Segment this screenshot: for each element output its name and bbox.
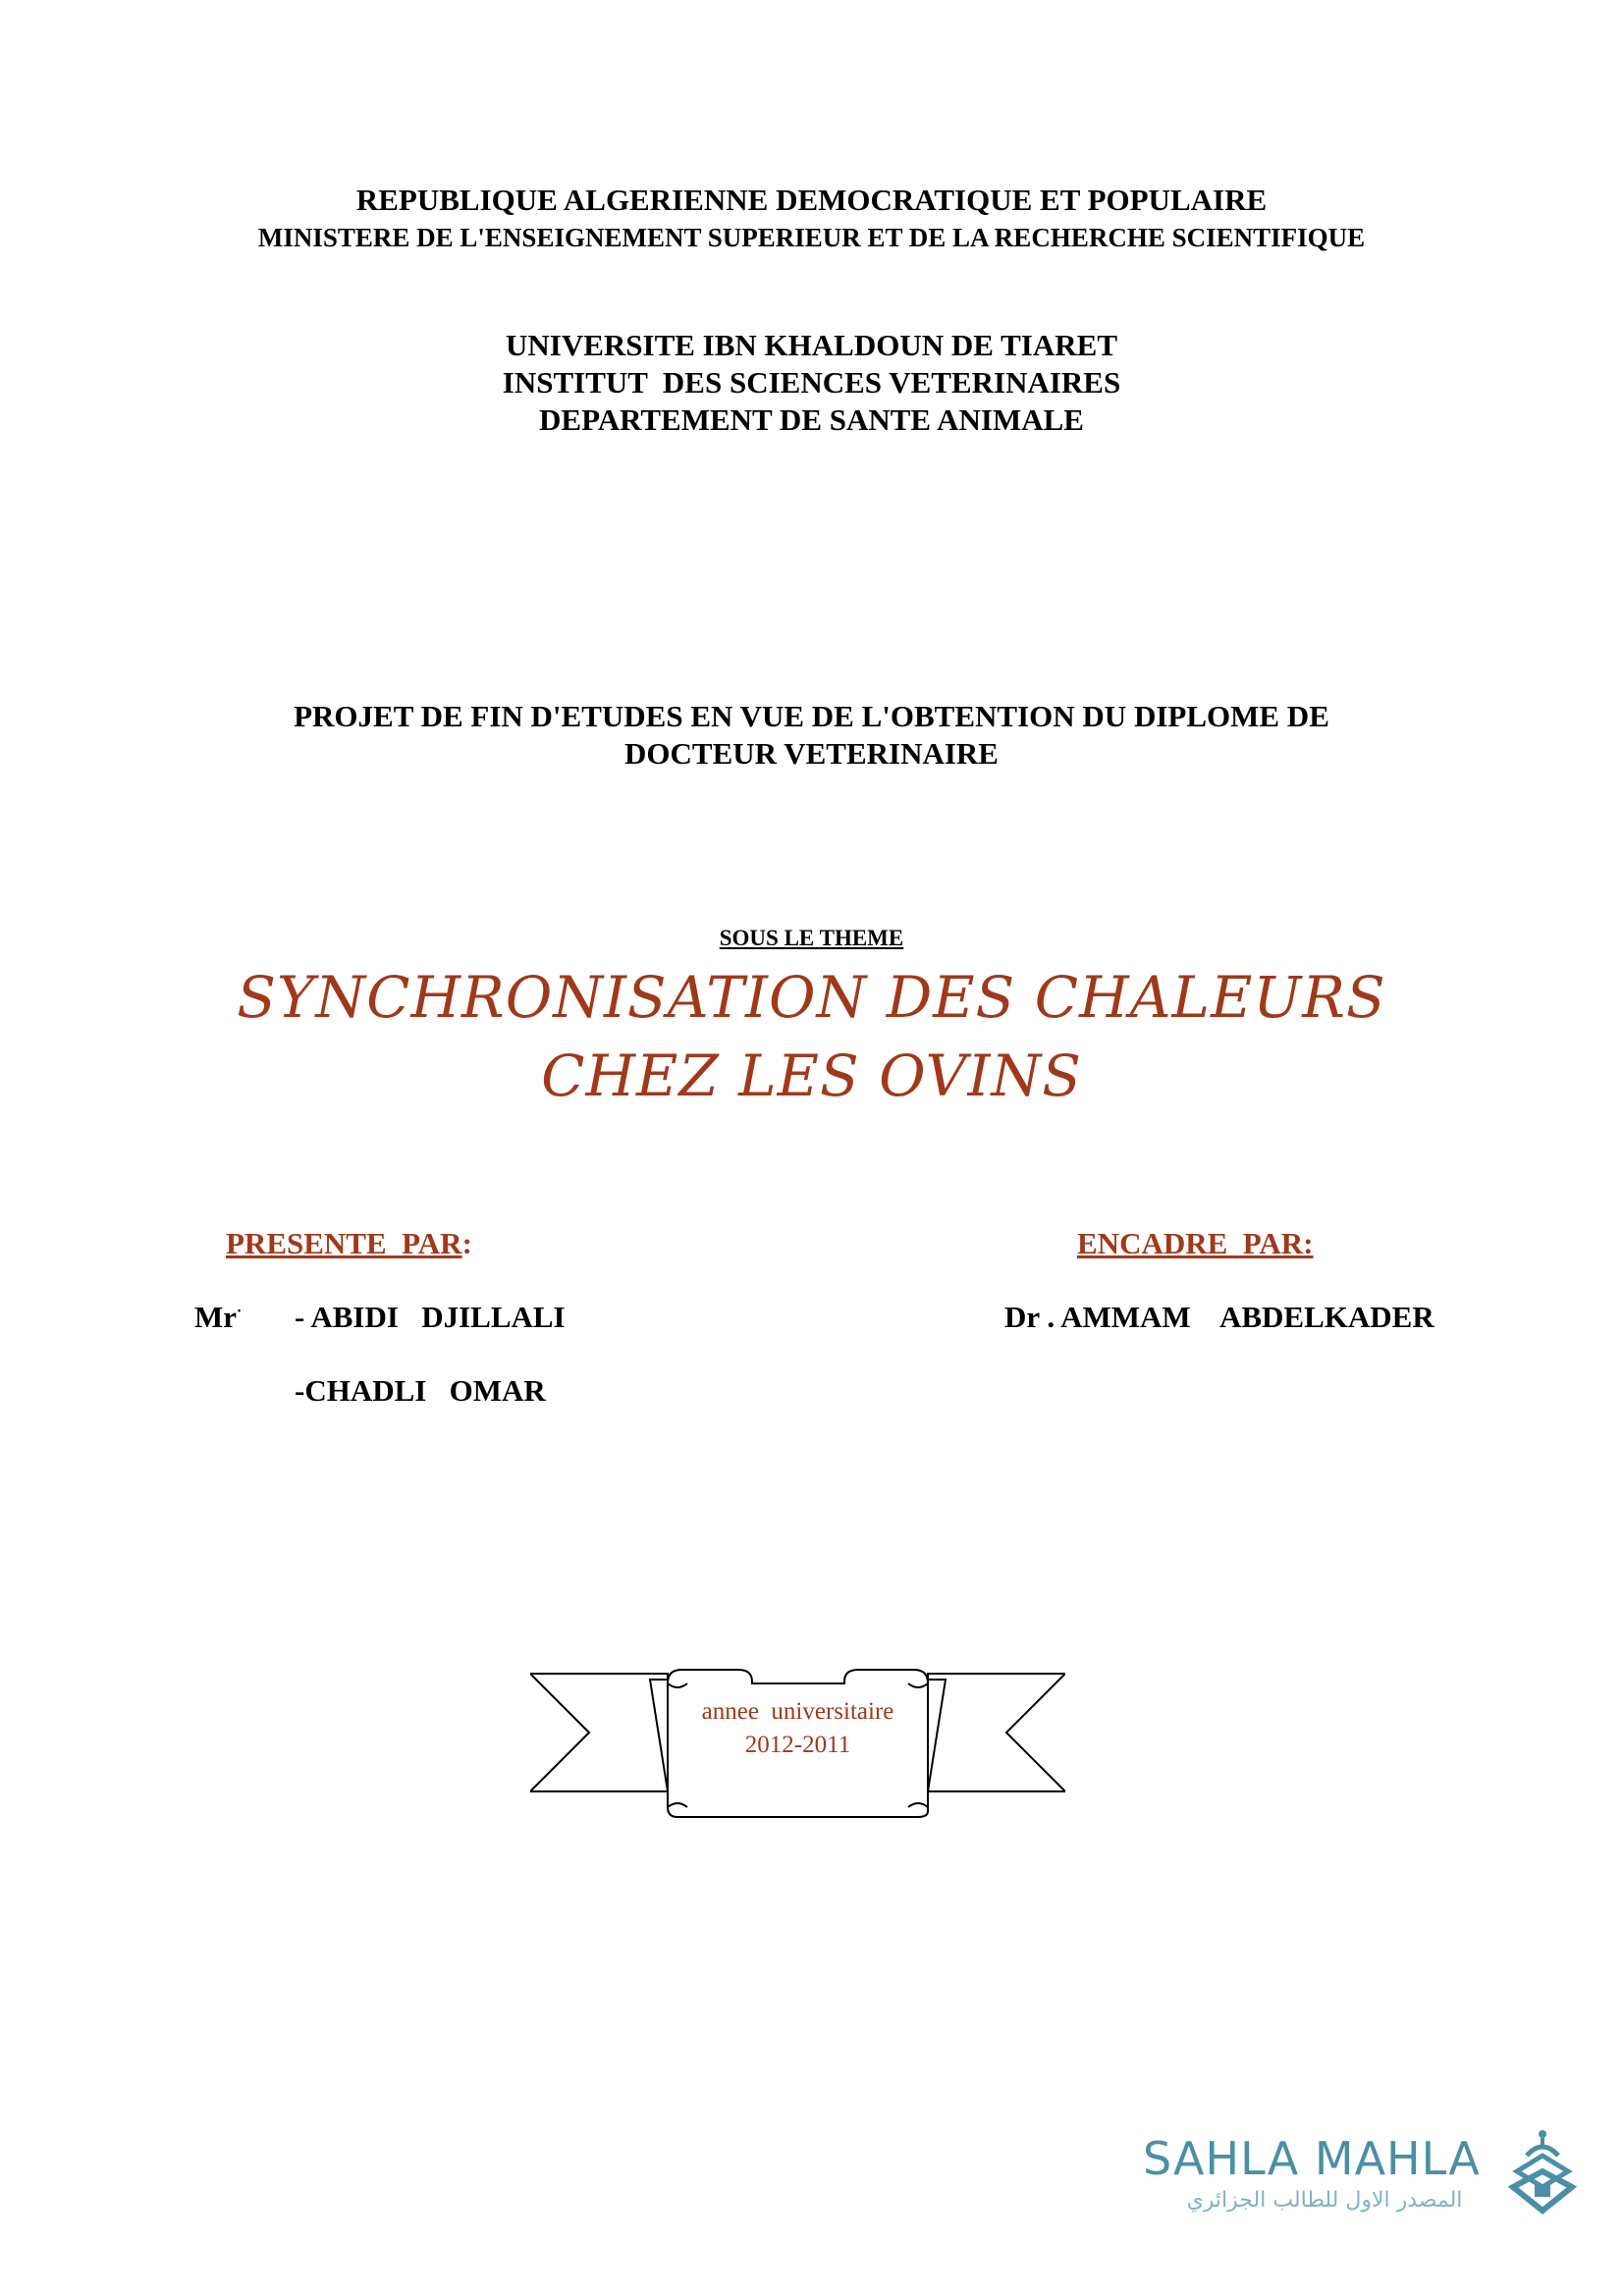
republic-heading: REPUBLIQUE ALGERIENNE DEMOCRATIQUE ET POPULAIRE — [355, 183, 1268, 217]
watermark-logo-tagline: المصدر الاول للطالب الجزائري — [1186, 2188, 1463, 2213]
supervised-by-label: ENCADRE PAR: — [1077, 1226, 1314, 1260]
student-name-2: -CHADLI OMAR — [295, 1373, 546, 1408]
thesis-title-line-1: SYNCHRONISATION DES CHALEURS — [237, 964, 1386, 1031]
project-description-line-2: DOCTEUR VETERINAIRE — [624, 736, 999, 771]
academic-year-value: 2012-2011 — [744, 1732, 851, 1758]
thesis-title-line-2: CHEZ LES OVINS — [541, 1042, 1082, 1109]
academic-year-label: annee universitaire — [701, 1698, 894, 1725]
institute-name: INSTITUT DES SCIENCES VETERINAIRES — [502, 365, 1121, 400]
project-description-line-1: PROJET DE FIN D'ETUDES EN VUE DE L'OBTENTION DU DIPLOME DE — [294, 699, 1329, 733]
department-name: DEPARTEMENT DE SANTE ANIMALE — [539, 402, 1084, 437]
theme-label: SOUS LE THEME — [719, 926, 904, 950]
supervisor-name: Dr . AMMAM ABDELKADER — [1004, 1300, 1434, 1334]
mosque-calligraphy-icon — [1507, 2128, 1578, 2216]
presented-by-colon: : — [461, 1226, 472, 1260]
ministry-heading: MINISTERE DE L'ENSEIGNEMENT SUPERIEUR ET DE LA RECHERCHE SCIENTIFIQUE — [257, 223, 1366, 252]
student-prefix — [194, 1300, 242, 1335]
presented-by-text: PRESENTE PAR — [226, 1226, 462, 1260]
student-prefix-text: Mr — [194, 1300, 238, 1334]
presented-by-label — [226, 1226, 472, 1261]
student-prefix-mark: · — [237, 1303, 243, 1320]
university-name: UNIVERSITE IBN KHALDOUN DE TIARET — [505, 328, 1117, 362]
student-name-1: - ABIDI DJILLALI — [295, 1300, 566, 1334]
watermark-logo-name: SAHLA MAHLA — [1143, 2132, 1481, 2185]
